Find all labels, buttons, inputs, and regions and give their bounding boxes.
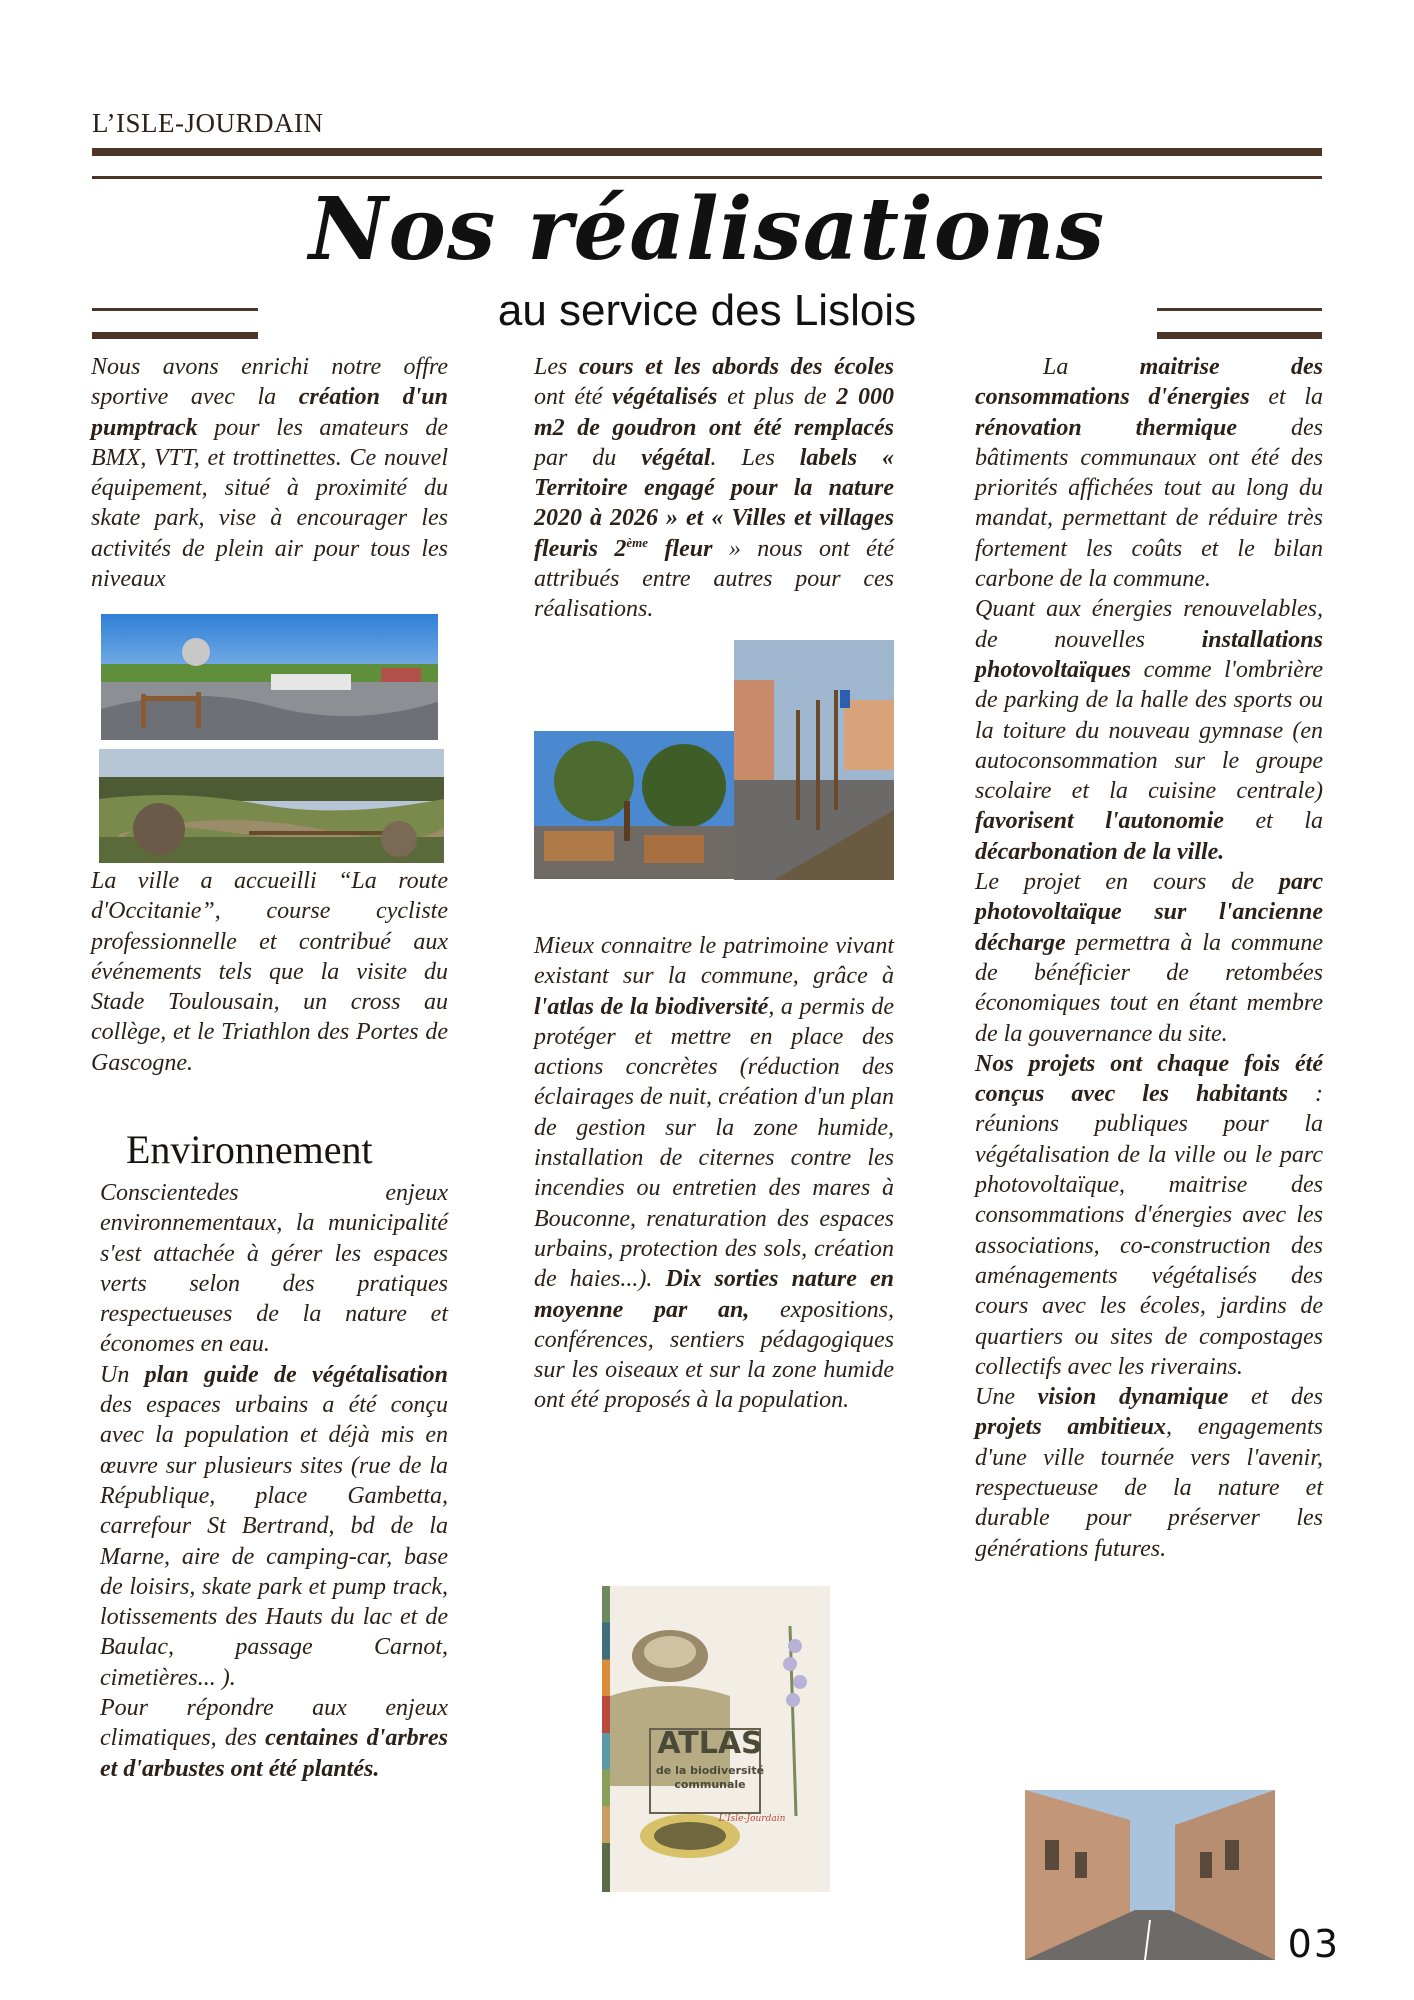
pumptrack-photo: [101, 614, 438, 740]
col1-intro: Nous avons enrichi notre offre sportive avec la création d'un pumptrack pour les amateurs de BMX, VTT, et trottinettes. Ce nouvel équipement, situé à proximité du skate park, vise à encourager les activités de plein air pour tous les niveaux: [91, 354, 448, 593]
atlas-brand: L'Isle-Jourdain: [718, 1814, 786, 1824]
col1-environment: Conscientedes enjeux environnementaux, la municipalité s'est attachée à gérer les espaces verts selon des pratiques respectueuses de la nature et économes en eau. Un plan guide de végétalisation des espaces urbains a été conçu avec la population et déjà mis en œuvre sur plusieurs sites (rue de la République, place Gambetta, carrefour St Bertrand, bd de la Marne, aire de camping-car, base de loisirs, skate park et pump track, lotissements des Hauts du lac et de Baulac, passage Carnot, cimetières... ). Pour répondre aux enjeux climatiques, des centaines d'arbres et d'arbustes ont été plantés.: [100, 1180, 449, 1782]
col3-text: La maitrise des consommations d'énergies et la rénovation thermique des bâtiments communaux ont été des priorités affichées tout au long du mandat, permettant de réduire très fortement les coûts et le bilan carbone de la commune. Quant aux énergies renouvelables, de nouvelles installations photovoltaïques comme l'ombrière de parking de la halle des sports ou la toiture du nouveau gymnase (en autoconsommation sur le groupe scolaire et la cuisine centrale) favorisent l'autonomie et la décarbonation de la ville. Le projet en cours de parc photovoltaïque sur l'ancienne décharge permettra à la commune de bénéficier de retombées économiques tout en étant membre de la gouvernance du site. Nos projets ont chaque fois été conçus avec les habitants : réunions publiques pour la végétalisation de la ville ou le parc photovoltaïque, maitrise des consommations d'énergies avec les associations, co-construction des aménagements végétalisés des cours avec les écoles, jardins de quartiers ou sites de compostages collectifs avec les riverains. Une vision dynamique et des projets ambitieux, engagements d'une ville tournée vers l'avenir, respectueuse de la nature et durable pour préserver les générations futures.: [975, 354, 1324, 1562]
atlas-subtitle-1: de la biodiversité: [655, 1764, 765, 1777]
header-rule-thick: [92, 148, 1322, 156]
atlas-subtitle-2: communale: [674, 1778, 746, 1791]
col2-atlas: Mieux connaitre le patrimoine vivant existant sur la commune, grâce à l'atlas de la biodiversité, a permis de protéger et mettre en place des actions concrètes (réduction des éclairages de nuit, création d'un plan de gestion sur la zone humide, installation de citernes contre les incendies ou entretien des mares à Bouconne, renaturation des espaces urbains, protection des sols, création de haies...). Dix sorties nature en moyenne par an, expositions, conférences, sentiers pédagogiques sur les oiseaux et sur la zone humide ont été proposés à la population.: [534, 933, 894, 1414]
col1-events: La ville a accueilli “La route d'Occitanie”, course cycliste professionnelle et contribué aux événements tels que la visite du Stade Toulousain, un cross au collège, et le Triathlon des Portes de Gascogne.: [91, 868, 448, 1076]
atlas-cover: [602, 1586, 830, 1892]
page-subtitle: au service des Lislois: [497, 286, 917, 335]
page-title: Nos réalisations: [308, 179, 1106, 280]
school-greenery-photo-2: [734, 640, 894, 880]
col2-schools: Les cours et les abords des écoles ont été végétalisés et plus de 2 000 m2 de goudron ont été remplacés par du végétal. Les labels « Territoire engagé pour la nature 2020 à 2026 » et « Villes et villages fleuris 2ème fleur » nous ont été attribués entre autres pour ces réalisations.: [534, 354, 895, 623]
subtitle-rule-right-top: [1157, 308, 1322, 311]
subtitle-rule-left-bottom: [92, 332, 258, 339]
atlas-color-strip: [602, 1586, 610, 1892]
subtitle-rule-right-bottom: [1157, 332, 1322, 339]
bike-track-photo: [99, 749, 444, 863]
school-greenery-photo-1: [534, 731, 734, 879]
environnement-heading: Environnement: [126, 1127, 373, 1172]
town-name: L’ISLE-JOURDAIN: [92, 108, 324, 138]
page-number: 03: [1287, 1922, 1340, 1966]
street-photo: [1025, 1790, 1275, 1960]
subtitle-rule-left-top: [92, 308, 258, 311]
atlas-title: ATLAS: [657, 1726, 763, 1761]
